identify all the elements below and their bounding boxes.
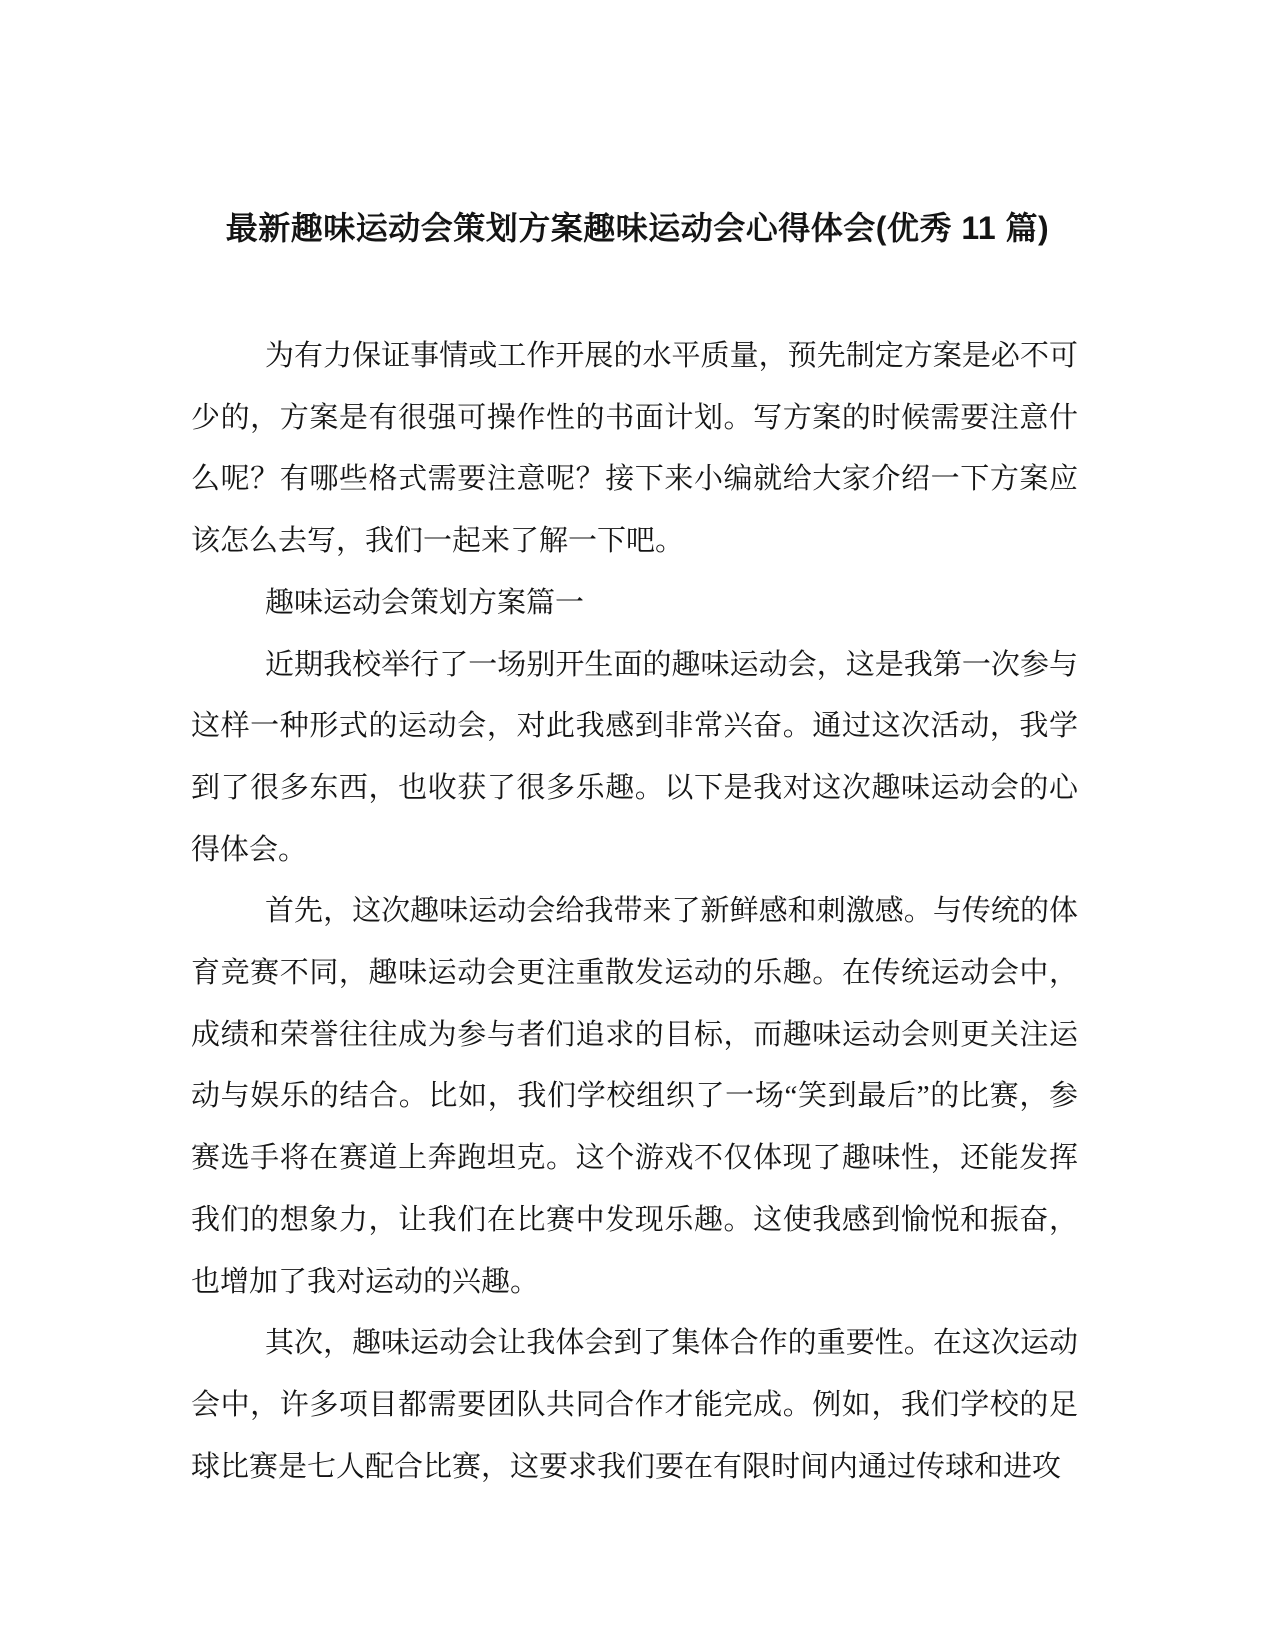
paragraph-first-point: 首先，这次趣味运动会给我带来了新鲜感和刺激感。与传统的体育竞赛不同，趣味运动会更注重散发运动的乐趣。在传统运动会中，成绩和荣誉往往成为参与者们追求的目标，而趣味运动会则更关注运动与娱乐的结合。比如，我们学校组织了一场“笑到最后”的比赛，参赛选手将在赛道上奔跑坦克。这个游戏不仅体现了趣味性，还能发挥我们的想象力，让我们在比赛中发现乐趣。这使我感到愉悦和振奋，也增加了我对运动的兴趣。 xyxy=(191,895,1078,1298)
document-body xyxy=(191,326,1078,1498)
paragraph-second-point: 其次，趣味运动会让我体会到了集体合作的重要性。在这次运动会中，许多项目都需要团队共同合作才能完成。例如，我们学校的足球比赛是七人配合比赛，这要求我们要在有限时间内通过传球和进攻 xyxy=(191,1327,1078,1483)
paragraph-intro: 为有力保证事情或工作开展的水平质量，预先制定方案是必不可少的，方案是有很强可操作性的书面计划。写方案的时候需要注意什么呢？有哪些格式需要注意呢？接下来小编就给大家介绍一下方案应该怎么去写，我们一起来了解一下吧。 xyxy=(191,340,1078,558)
paragraph-opening: 近期我校举行了一场别开生面的趣味运动会，这是我第一次参与这样一种形式的运动会，对此我感到非常兴奋。通过这次活动，我学到了很多东西，也收获了很多乐趣。以下是我对这次趣味运动会的心得体会。 xyxy=(191,648,1078,866)
document-title: 最新趣味运动会策划方案趣味运动会心得体会(优秀 11 篇) xyxy=(225,210,1050,246)
paragraph-section-heading: 趣味运动会策划方案篇一 xyxy=(265,586,585,619)
